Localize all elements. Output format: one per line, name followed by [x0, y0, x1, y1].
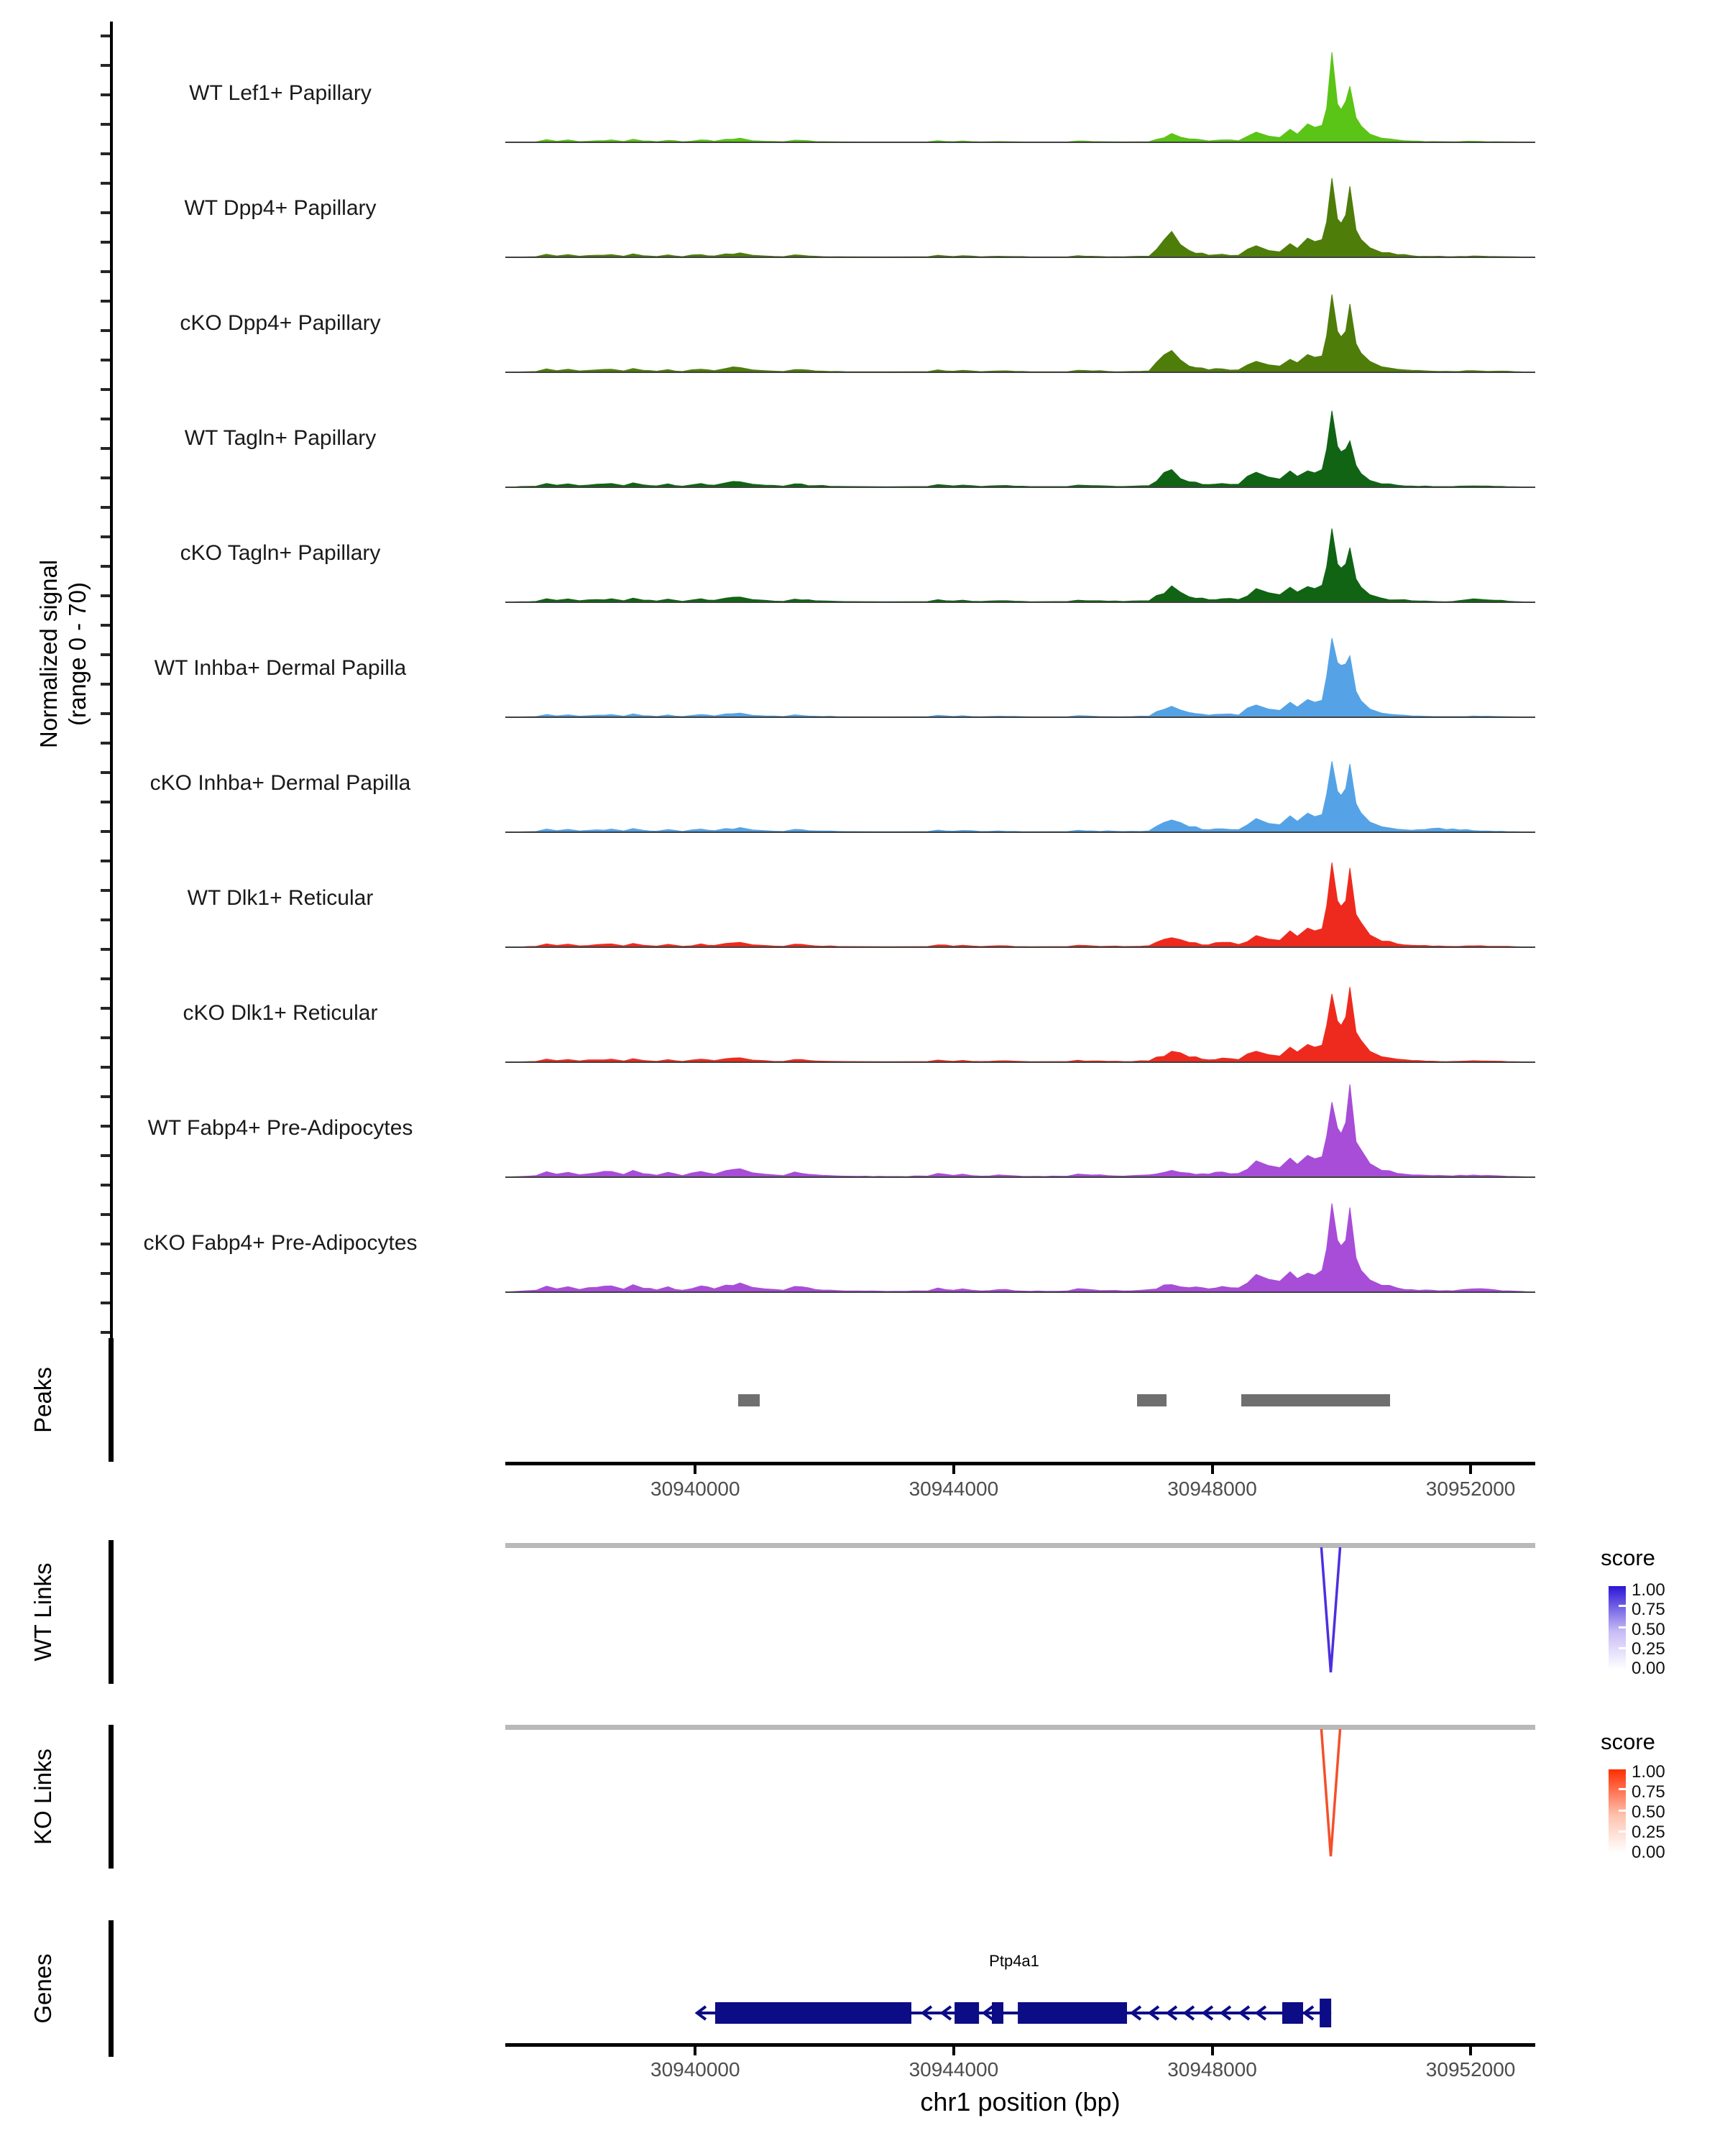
- track-label: WT Dlk1+ Reticular: [187, 886, 374, 910]
- signal-y-tick: [101, 830, 110, 833]
- x-axis-tick-label: 30944000: [908, 2058, 999, 2081]
- signal-y-tick: [101, 565, 110, 568]
- genes-section-bar: [109, 1920, 114, 2057]
- track-label: cKO Tagln+ Papillary: [180, 541, 381, 565]
- signal-y-tick: [101, 447, 110, 450]
- upper-x-axis-line: [505, 1462, 1535, 1465]
- x-axis-tick: [694, 2046, 696, 2055]
- ko-links-section-label: KO Links: [29, 1749, 56, 1845]
- ko-score-gradient-bar: [1609, 1769, 1626, 1853]
- wt-links-section-label: WT Links: [29, 1562, 56, 1662]
- x-axis-tick: [694, 1465, 696, 1474]
- gene-name-label: Ptp4a1: [989, 1952, 1039, 1970]
- legend-value-label: 0.75: [1632, 1782, 1665, 1802]
- coverage-area: [505, 1204, 1535, 1293]
- x-axis-tick: [952, 1465, 955, 1474]
- legend-tick: [1619, 1626, 1626, 1628]
- gene-exon: [1018, 2002, 1127, 2024]
- legend-tick: [1619, 1788, 1626, 1790]
- legend-value-label: 0.00: [1632, 1843, 1665, 1862]
- coverage-area: [505, 638, 1535, 717]
- coverage-area: [505, 761, 1535, 832]
- signal-y-tick: [101, 506, 110, 509]
- coverage-area: [505, 1084, 1535, 1177]
- link-arc: [1321, 1547, 1340, 1672]
- gene-exon: [992, 2002, 1003, 2024]
- signal-y-tick: [101, 64, 110, 67]
- gene-exon-tall: [1320, 1999, 1331, 2027]
- signal-y-tick: [101, 771, 110, 774]
- x-axis-tick-label: 30952000: [1425, 1478, 1516, 1500]
- ko-links-legend-title: score: [1601, 1729, 1655, 1754]
- legend-value-label: 1.00: [1632, 1762, 1665, 1782]
- genes-section-label: Genes: [29, 1953, 56, 2024]
- coverage-area: [505, 295, 1535, 372]
- x-axis-title: chr1 position (bp): [920, 2087, 1121, 2116]
- legend-tick: [1619, 1810, 1626, 1812]
- signal-y-tick: [101, 1243, 110, 1245]
- coverage-area: [505, 52, 1535, 142]
- gene-exon: [715, 2002, 911, 2024]
- coverage-area: [505, 528, 1535, 602]
- track-label: cKO Inhba+ Dermal Papilla: [150, 771, 411, 795]
- lower-x-axis-line: [505, 2043, 1535, 2047]
- peak-box: [1241, 1394, 1390, 1406]
- gene-exon: [1282, 2002, 1303, 2024]
- signal-y-tick: [101, 1095, 110, 1098]
- x-axis-tick: [1211, 2046, 1214, 2055]
- signal-y-tick: [101, 211, 110, 214]
- legend-value-label: 1.00: [1632, 1580, 1665, 1600]
- ko-links-section-bar: [109, 1725, 114, 1869]
- signal-y-tick: [101, 476, 110, 479]
- legend-tick: [1619, 1647, 1626, 1649]
- x-axis-tick-label: 30948000: [1167, 2058, 1257, 2081]
- wt-score-gradient-bar: [1609, 1586, 1626, 1669]
- legend-value-label: 0.50: [1632, 1802, 1665, 1822]
- signal-y-tick: [101, 152, 110, 155]
- coverage-area: [505, 411, 1535, 487]
- coverage-area: [505, 178, 1535, 257]
- track-label: cKO Dpp4+ Papillary: [180, 311, 381, 335]
- track-label: WT Fabp4+ Pre-Adipocytes: [147, 1116, 413, 1140]
- signal-y-tick: [101, 329, 110, 332]
- signal-y-tick: [101, 1272, 110, 1275]
- signal-y-tick: [101, 388, 110, 391]
- signal-y-tick: [101, 683, 110, 686]
- coverage-area: [505, 987, 1535, 1063]
- track-label: cKO Dlk1+ Reticular: [183, 1001, 378, 1025]
- signal-y-tick: [101, 270, 110, 273]
- signal-y-tick: [101, 712, 110, 715]
- signal-y-tick: [101, 1036, 110, 1039]
- signal-y-tick: [101, 123, 110, 126]
- signal-y-tick: [101, 860, 110, 862]
- signal-y-tick: [101, 1213, 110, 1216]
- track-label: WT Dpp4+ Papillary: [184, 196, 377, 220]
- wt-links-legend-title: score: [1601, 1545, 1655, 1570]
- signal-y-tick: [101, 594, 110, 597]
- signal-y-tick: [101, 1154, 110, 1157]
- x-axis-tick: [1211, 1465, 1214, 1474]
- coverage-area: [505, 862, 1535, 947]
- peak-box: [1137, 1394, 1167, 1406]
- x-axis-tick-label: 30948000: [1167, 1478, 1257, 1500]
- x-axis-tick: [1469, 1465, 1472, 1474]
- signal-axis-label-line2: (range 0 - 70): [64, 582, 91, 726]
- signal-y-tick: [101, 918, 110, 921]
- signal-y-tick: [101, 300, 110, 303]
- legend-tick: [1619, 1830, 1626, 1833]
- x-axis-tick-label: 30952000: [1425, 2058, 1516, 2081]
- coverage-tracks-plot: [505, 29, 1535, 1322]
- x-axis-tick-label: 30944000: [908, 1478, 999, 1500]
- legend-value-label: 0.25: [1632, 1639, 1665, 1659]
- wt-links-section-bar: [109, 1540, 114, 1684]
- signal-y-tick: [101, 1066, 110, 1069]
- track-label: WT Lef1+ Papillary: [189, 81, 372, 105]
- legend-value-label: 0.00: [1632, 1659, 1665, 1678]
- peaks-section-label: Peaks: [29, 1367, 56, 1433]
- gene-exon: [954, 2002, 979, 2024]
- peaks-section-bar: [109, 1338, 114, 1462]
- x-axis-tick-label: 30940000: [650, 2058, 740, 2081]
- signal-axis-label-line1: Normalized signal: [35, 559, 62, 749]
- signal-y-tick: [101, 1007, 110, 1010]
- link-arcs-plot: [505, 1540, 1535, 1878]
- signal-y-tick: [101, 1125, 110, 1128]
- link-arc: [1321, 1729, 1340, 1856]
- signal-y-axis-line: [110, 22, 113, 1350]
- signal-y-tick: [101, 93, 110, 96]
- signal-y-tick: [101, 653, 110, 656]
- signal-y-tick: [101, 977, 110, 980]
- legend-value-label: 0.25: [1632, 1823, 1665, 1842]
- track-label: cKO Fabp4+ Pre-Adipocytes: [143, 1231, 418, 1255]
- signal-y-tick: [101, 34, 110, 37]
- signal-y-tick: [101, 241, 110, 244]
- signal-y-tick: [101, 948, 110, 951]
- x-axis-tick-label: 30940000: [650, 1478, 740, 1500]
- signal-y-tick: [101, 535, 110, 538]
- signal-y-tick: [101, 1302, 110, 1304]
- peak-box: [738, 1394, 760, 1406]
- signal-axis-label: [34, 438, 92, 870]
- signal-y-tick: [101, 1184, 110, 1187]
- signal-y-tick: [101, 801, 110, 803]
- legend-value-label: 0.50: [1632, 1620, 1665, 1639]
- signal-y-tick: [101, 418, 110, 420]
- signal-y-tick: [101, 889, 110, 892]
- signal-y-tick: [101, 182, 110, 185]
- gene-model-plot: [505, 1940, 1535, 2048]
- track-label: WT Inhba+ Dermal Papilla: [154, 656, 407, 680]
- signal-y-tick: [101, 624, 110, 627]
- signal-y-tick: [101, 742, 110, 745]
- x-axis-tick: [952, 2046, 955, 2055]
- signal-y-tick: [101, 1331, 110, 1334]
- track-label: WT Tagln+ Papillary: [184, 426, 377, 450]
- legend-tick: [1619, 1605, 1626, 1607]
- legend-value-label: 0.75: [1632, 1600, 1665, 1619]
- signal-y-tick: [101, 359, 110, 361]
- x-axis-tick: [1469, 2046, 1472, 2055]
